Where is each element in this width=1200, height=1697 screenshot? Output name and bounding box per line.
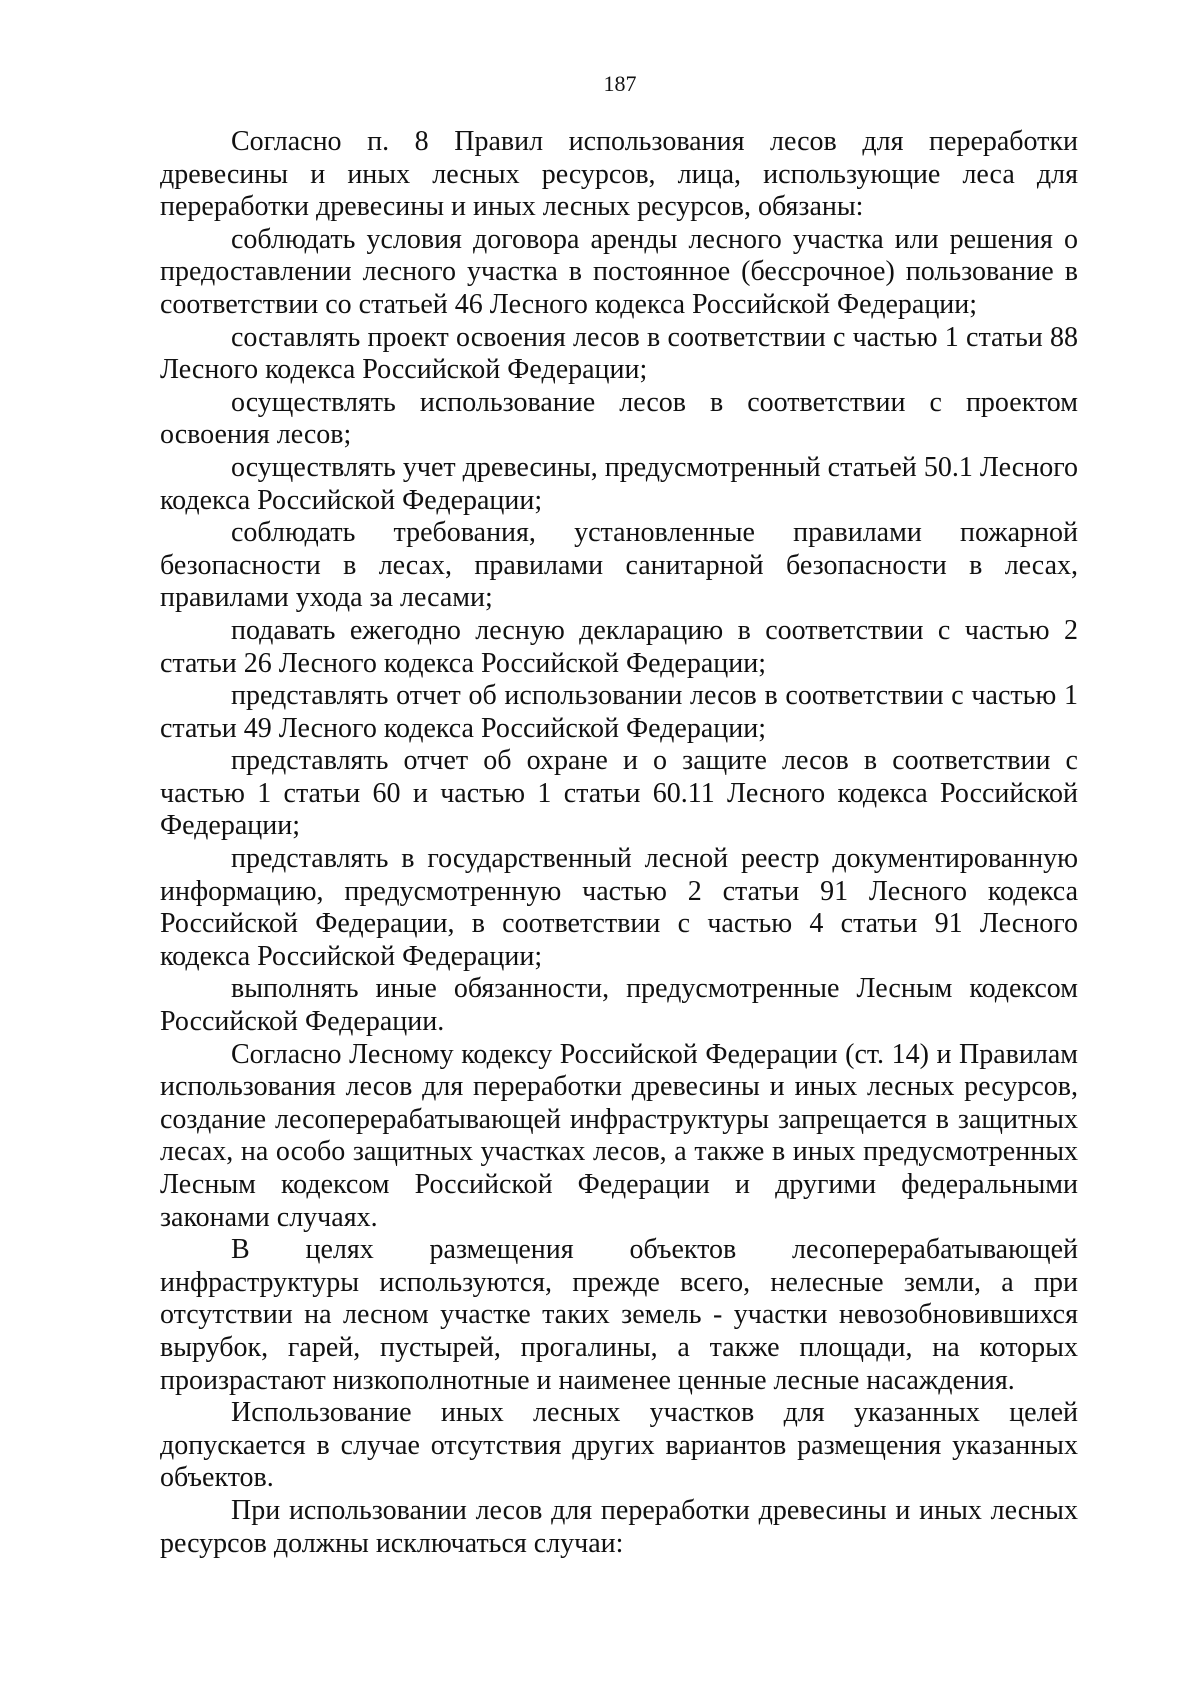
paragraph-forest-declaration: подавать ежегодно лесную декларацию в соответствии с частью 2 статьи 26 Лесного кодекса Российской Федерации; bbox=[160, 614, 1078, 679]
paragraph-exclusions: При использовании лесов для переработки древесины и иных лесных ресурсов должны исключаться случаи: bbox=[160, 1494, 1078, 1559]
paragraph-rules-intro: Согласно п. 8 Правил использования лесов для переработки древесины и иных лесных ресурсов, лица, использующие леса для переработки древесины и иных лесных ресурсов, обязаны: bbox=[160, 126, 1078, 223]
page-number: 187 bbox=[603, 71, 637, 96]
paragraph-safety-rules: соблюдать требования, установленные правилами пожарной безопасности в лесах, правилами санитарной безопасности в лесах, правилами ухода за лесами; bbox=[160, 517, 1078, 614]
paragraph-forest-registry: представлять в государственный лесной реестр документированную информацию, предусмотренную частью 2 статьи 91 Лесного кодекса Российской Федерации, в соответствии с частью 4 статьи 91 Лесного кодекса Российской Федерации; bbox=[160, 843, 1078, 972]
paragraph-other-duties: выполнять иные обязанности, предусмотренные Лесным кодексом Российской Федерации. bbox=[160, 973, 1078, 1038]
paragraph-usage-report: представлять отчет об использовании лесов в соответствии с частью 1 статьи 49 Лесного кодекса Российской Федерации; bbox=[160, 680, 1078, 744]
paragraph-placement-lands: В целях размещения объектов лесоперерабатывающей инфраструктуры используются, прежде всего, нелесные земли, а при отсутствии на лесном участке таких земель - участки невозобновившихся вырубок, гарей, пустырей, прогалины, а также площади, на которых произрастают низкополнотные и наименее ценные лесные насаждения. bbox=[160, 1234, 1078, 1396]
document-body bbox=[160, 126, 1078, 1560]
paragraph-timber-accounting: осуществлять учет древесины, предусмотренный статьей 50.1 Лесного кодекса Российской Федерации; bbox=[160, 451, 1078, 516]
paragraph-project-compliance: осуществлять использование лесов в соответствии с проектом освоения лесов; bbox=[160, 386, 1078, 451]
paragraph-other-plots: Использование иных лесных участков для указанных целей допускается в случае отсутствия других вариантов размещения указанных объектов. bbox=[160, 1397, 1078, 1494]
paragraph-protection-report: представлять отчет об охране и о защите лесов в соответствии с частью 1 статьи 60 и частью 1 статьи 60.11 Лесного кодекса Российской Федерации; bbox=[160, 745, 1078, 842]
paragraph-infrastructure-ban: Согласно Лесному кодексу Российской Федерации (ст. 14) и Правилам использования лесов для переработки древесины и иных лесных ресурсов, создание лесоперерабатывающей инфраструктуры запрещается в защитных лесах, на особо защитных участках лесов, а также в иных предусмотренных Лесным кодексом Российской Федерации и другими федеральными законами случаях. bbox=[160, 1038, 1078, 1233]
paragraph-development-project: составлять проект освоения лесов в соответствии с частью 1 статьи 88 Лесного кодекса Российской Федерации; bbox=[160, 321, 1078, 386]
paragraph-lease-terms: соблюдать условия договора аренды лесного участка или решения о предоставлении лесного участка в постоянное (бессрочное) пользование в соответствии со статьей 46 Лесного кодекса Российской Федерации; bbox=[160, 223, 1078, 320]
